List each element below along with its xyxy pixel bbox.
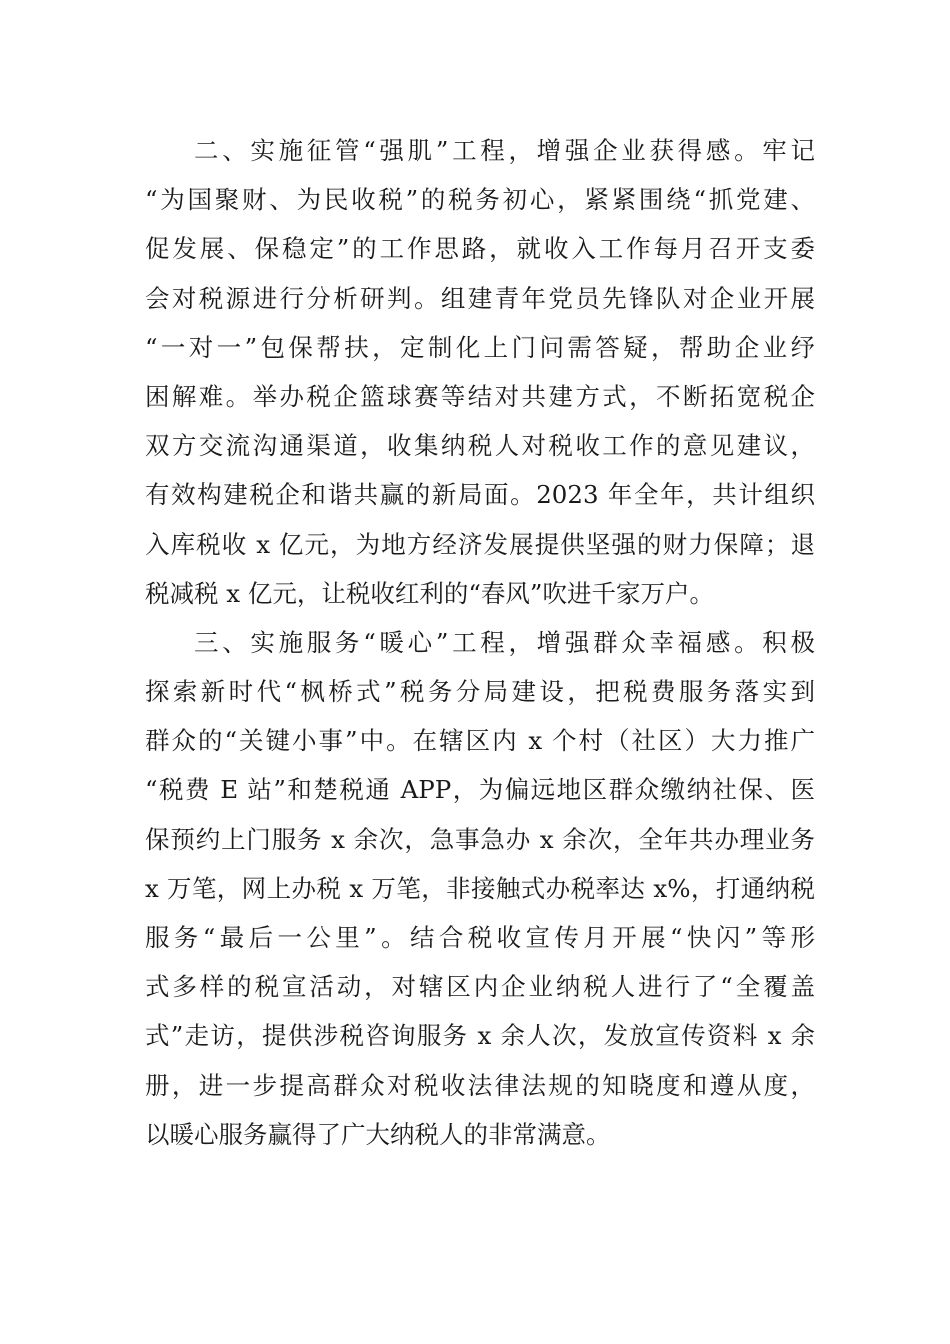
paragraph-line: 促发展、保稳定”的工作思路，就收入工作每月召开支委 bbox=[145, 234, 815, 264]
paragraph-line: 双方交流沟通渠道，收集纳税人对税收工作的意见建议， bbox=[145, 431, 815, 461]
paragraph-line: 困解难。举办税企篮球赛等结对共建方式，不断拓宽税企 bbox=[145, 381, 815, 411]
paragraph-line: 入库税收 x 亿元，为地方经济发展提供坚强的财力保障；退 bbox=[145, 529, 815, 559]
paragraph-line: 式”走访，提供涉税咨询服务 x 余人次，发放宣传资料 x 余 bbox=[145, 1021, 815, 1051]
paragraph-line: 二、实施征管“强肌”工程，增强企业获得感。牢记 bbox=[194, 136, 815, 165]
paragraph-line: 探索新时代“枫桥式”税务分局建设，把税费服务落实到 bbox=[145, 677, 815, 707]
paragraph-line: “税费 E 站”和楚税通 APP，为偏远地区群众缴纳社保、医 bbox=[145, 775, 815, 805]
document-body bbox=[145, 126, 815, 1159]
paragraph-line: 保预约上门服务 x 余次，急事急办 x 余次，全年共办理业务 bbox=[145, 824, 815, 854]
paragraph-line: 会对税源进行分析研判。组建青年党员先锋队对企业开展 bbox=[145, 283, 815, 313]
paragraph-line: 群众的“关键小事”中。在辖区内 x 个村（社区）大力推广 bbox=[145, 726, 815, 756]
paragraph-line: “一对一”包保帮扶，定制化上门问需答疑，帮助企业纾 bbox=[145, 332, 815, 362]
paragraph-line: 册，进一步提高群众对税收法律法规的知晓度和遵从度， bbox=[145, 1070, 815, 1100]
paragraph-line: 三、实施服务“暖心”工程，增强群众幸福感。积极 bbox=[194, 627, 815, 657]
paragraph-line: 式多样的税宣活动，对辖区内企业纳税人进行了“全覆盖 bbox=[145, 972, 815, 1002]
paragraph-line: 税减税 x 亿元，让税收红利的“春风”吹进千家万户。 bbox=[145, 578, 714, 608]
paragraph-line: 以暖心服务赢得了广大纳税人的非常满意。 bbox=[145, 1119, 611, 1149]
paragraph-line: 服务“最后一公里”。结合税收宣传月开展“快闪”等形 bbox=[145, 923, 815, 952]
paragraph-tax-enforcement bbox=[145, 126, 815, 618]
paragraph-line: x 万笔，网上办税 x 万笔，非接触式办税率达 x%，打通纳税 bbox=[145, 873, 815, 903]
paragraph-service bbox=[145, 618, 815, 1159]
paragraph-line: 有效构建税企和谐共赢的新局面。2023 年全年，共计组织 bbox=[145, 480, 815, 510]
paragraph-line: “为国聚财、为民收税”的税务初心，紧紧围绕“抓党建、 bbox=[145, 185, 815, 215]
